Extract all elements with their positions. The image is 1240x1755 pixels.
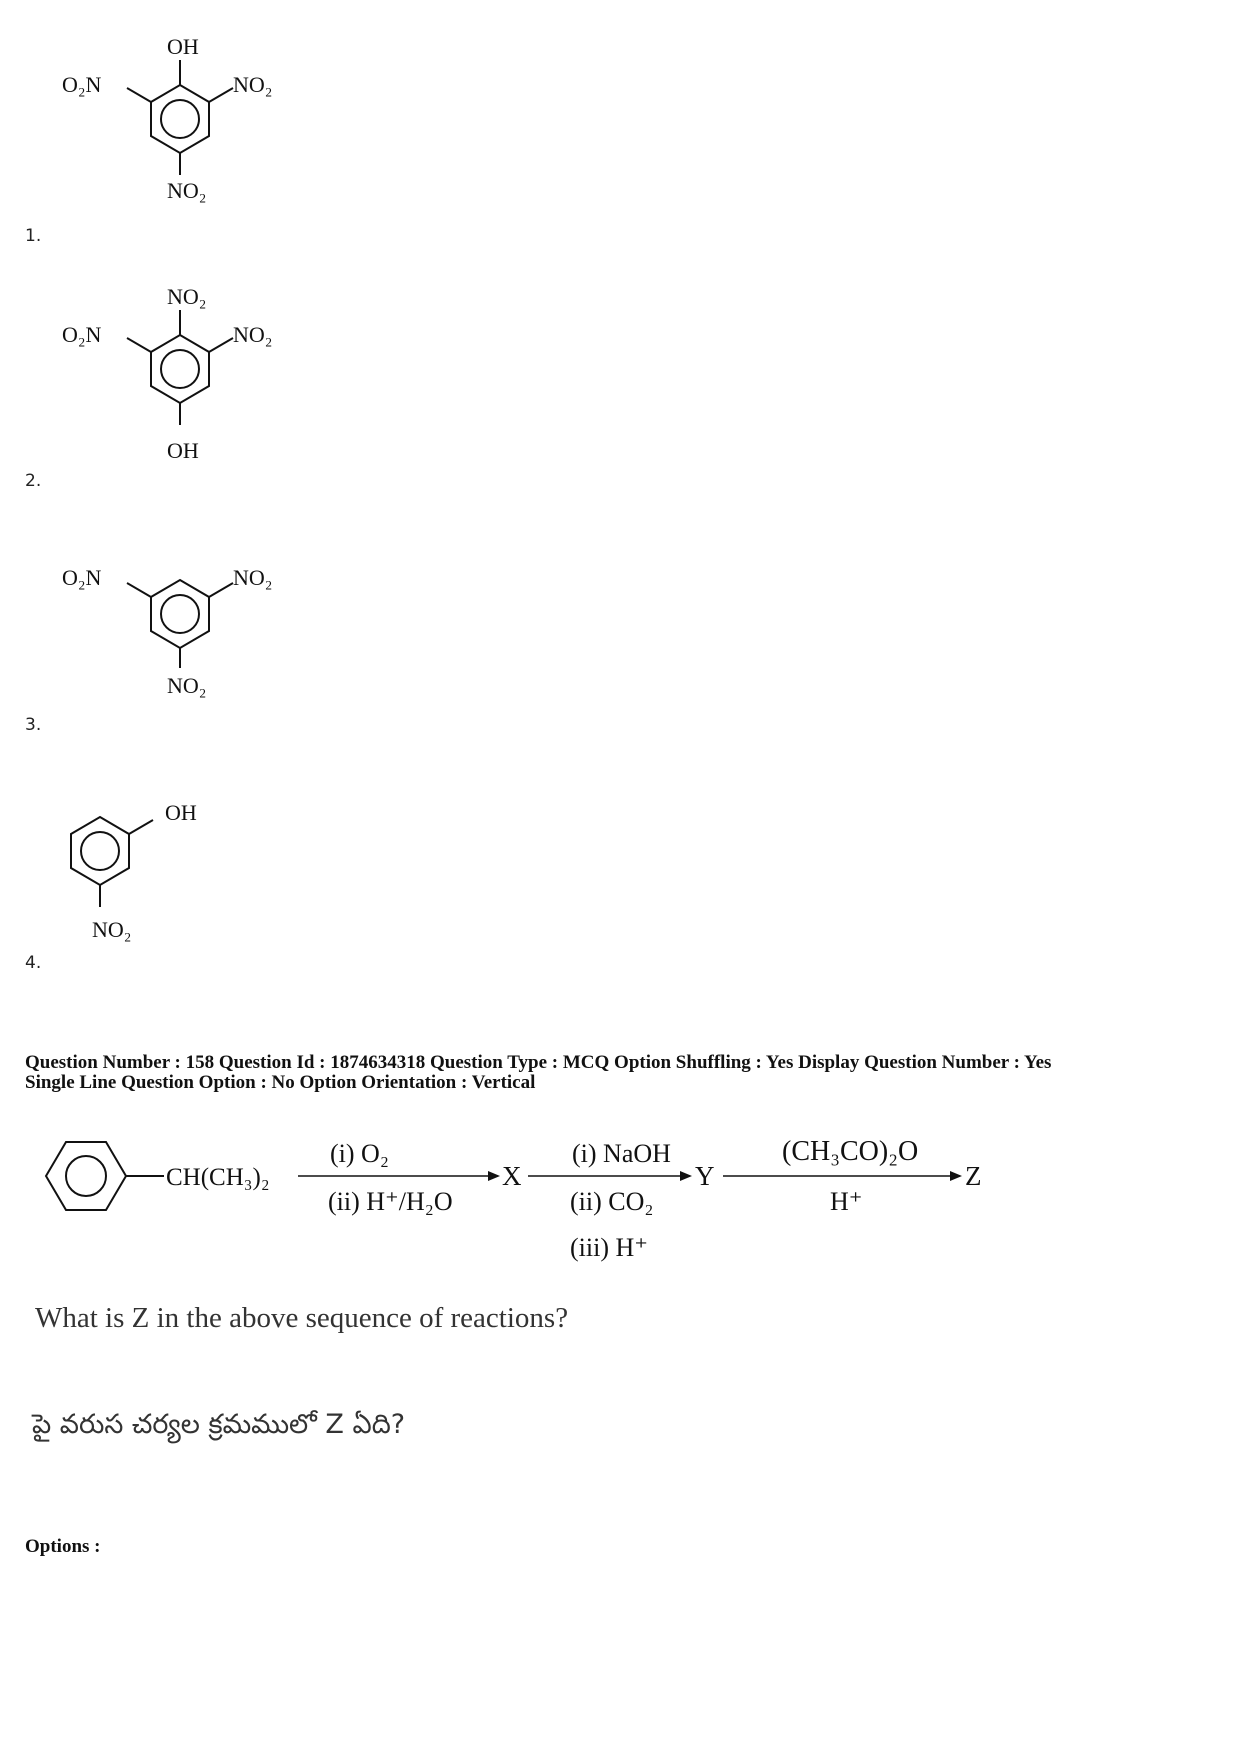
option-3-structure	[55, 540, 315, 720]
option-1-number: 1.	[25, 226, 42, 246]
reaction-step2-mid: (ii) CO₂	[570, 1187, 654, 1216]
reaction-step1-bottom: (ii) H⁺/H₂O	[328, 1187, 453, 1216]
option-1-top-label: OH	[167, 34, 199, 59]
option-2-right-label: NO₂	[233, 322, 273, 347]
question-telugu: పై వరుస చర్యల క్రమములో Z ఏది?	[32, 1409, 406, 1440]
question-meta-line-2: Single Line Question Option : No Option Orientation : Vertical	[25, 1072, 536, 1093]
option-1-right-label: NO₂	[233, 72, 273, 97]
reaction-step2-bottom: (iii) H⁺	[570, 1233, 648, 1262]
option-1-structure	[55, 30, 315, 230]
question-meta-line-1: Question Number : 158 Question Id : 1874634318 Question Type : MCQ Option Shuffling : Yes Display Question Number : Yes	[25, 1052, 1052, 1073]
option-4-bottom-label: NO₂	[92, 917, 132, 942]
option-2-bottom-label: OH	[167, 438, 199, 463]
reaction-step3-bottom: H⁺	[830, 1187, 863, 1216]
option-4-structure	[55, 790, 275, 970]
option-2-left-label: O₂N	[62, 322, 102, 347]
option-2-top-label: NO₂	[167, 284, 207, 309]
option-1-bottom-label: NO₂	[167, 178, 207, 203]
option-2-structure	[55, 280, 315, 480]
option-3-number: 3.	[25, 715, 42, 735]
question-english: What is Z in the above sequence of reactions?	[35, 1302, 569, 1334]
option-4-number: 4.	[25, 953, 42, 973]
option-1-left-label: O₂N	[62, 72, 102, 97]
option-3-right-label: NO₂	[233, 565, 273, 590]
option-2-number: 2.	[25, 471, 42, 491]
reaction-scheme	[40, 1120, 1020, 1290]
reaction-step1-top: (i) O₂	[330, 1139, 389, 1168]
option-3-left-label: O₂N	[62, 565, 102, 590]
option-4-right-label: OH	[165, 800, 197, 825]
reaction-step3-top: (CH₃CO)₂O	[782, 1136, 919, 1167]
reaction-step2-top: (i) NaOH	[572, 1139, 671, 1168]
reaction-product-y: Y	[695, 1161, 715, 1191]
reaction-product-x: X	[502, 1161, 522, 1191]
options-label: Options :	[25, 1536, 101, 1557]
reaction-substituent: CH(CH₃)₂	[166, 1164, 270, 1191]
option-3-bottom-label: NO₂	[167, 673, 207, 698]
reaction-product-z: Z	[965, 1161, 982, 1191]
